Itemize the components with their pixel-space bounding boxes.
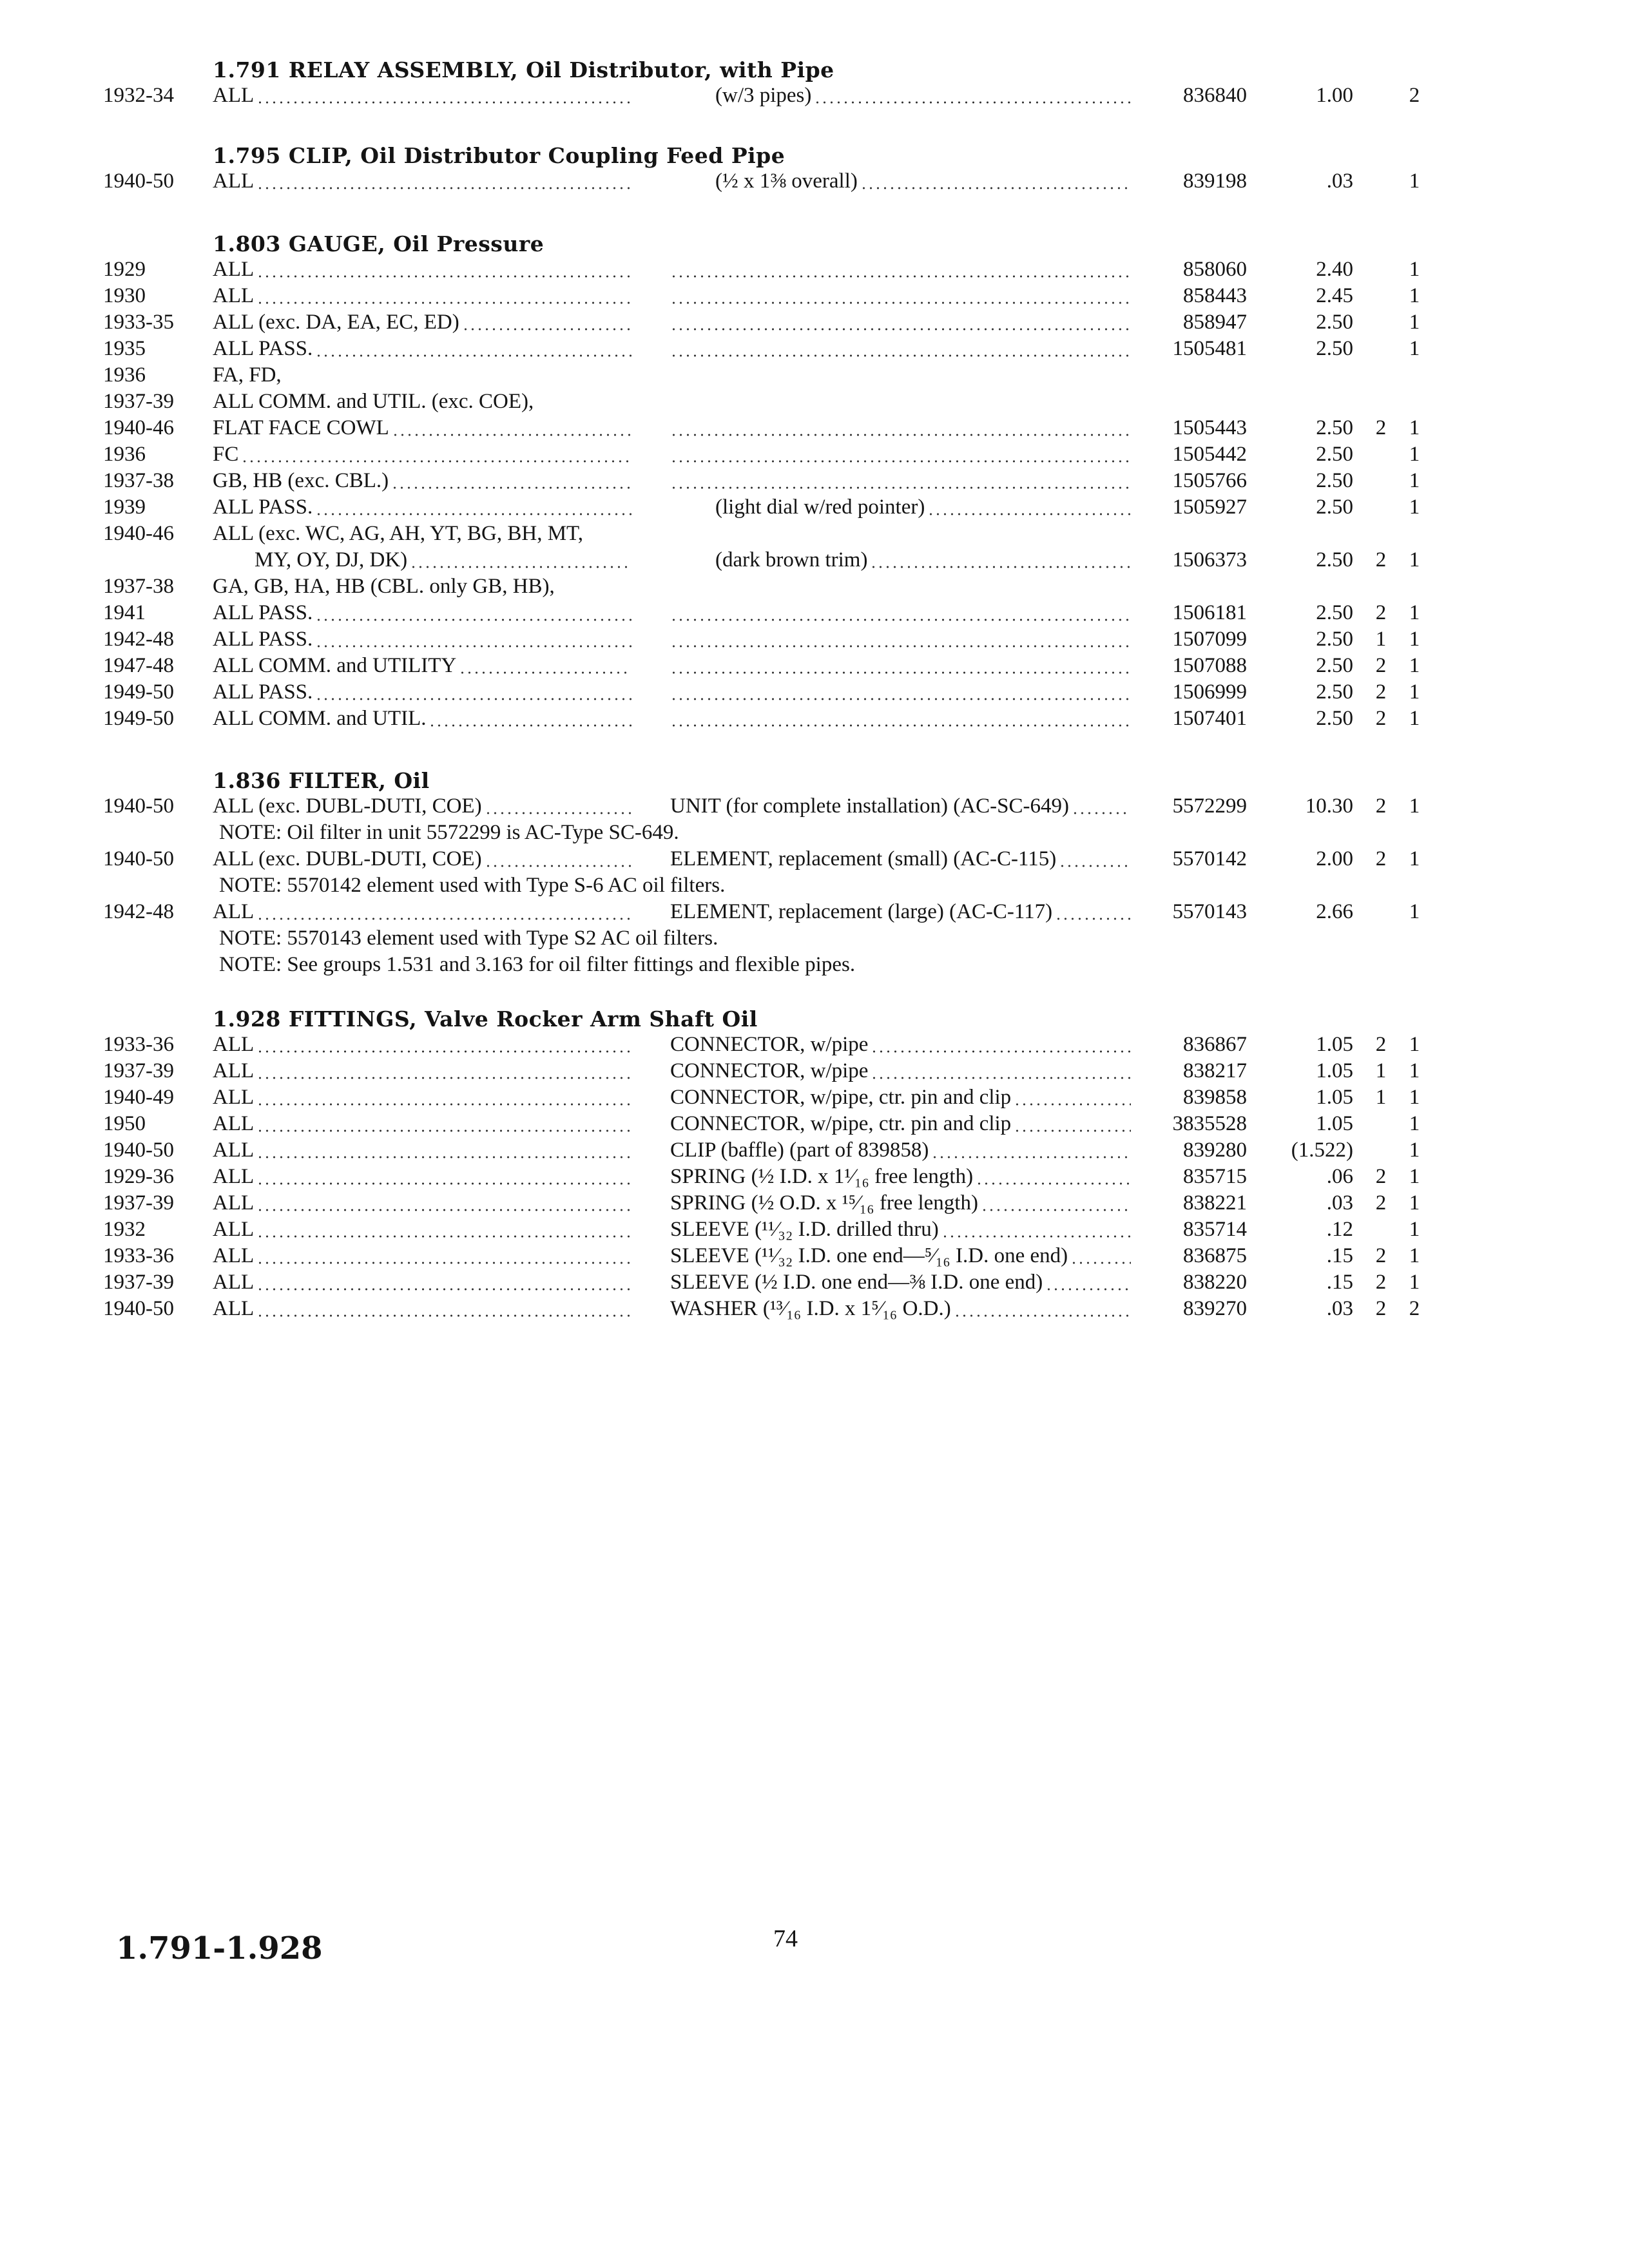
part-number: 836867 bbox=[1183, 1033, 1247, 1056]
list-price: 2.50 bbox=[1316, 311, 1353, 334]
list-price: 1.05 bbox=[1316, 1112, 1353, 1135]
list-price: 2.50 bbox=[1316, 654, 1353, 677]
model-applicability: FLAT FACE COWL bbox=[213, 416, 389, 439]
part-description: CONNECTOR, w/pipe bbox=[670, 1059, 869, 1082]
year-range: 1940-50 bbox=[103, 1297, 174, 1320]
year-range: 1940-50 bbox=[103, 1139, 174, 1162]
year-range: 1937-39 bbox=[103, 390, 174, 413]
year-range: 1932-34 bbox=[103, 84, 174, 107]
part-description: SLEEVE (½ I.D. one end—⅜ I.D. one end) bbox=[670, 1271, 1043, 1294]
description-leader-dots bbox=[670, 460, 1131, 463]
part-number: 1506373 bbox=[1172, 548, 1247, 572]
description-leader-dots bbox=[860, 187, 1131, 189]
model-leader-dots bbox=[256, 1182, 631, 1185]
description-leader-dots bbox=[670, 724, 1131, 727]
list-price: (1.522) bbox=[1291, 1139, 1353, 1162]
model-leader-dots bbox=[429, 724, 631, 727]
model-applicability: ALL (exc. WC, AG, AH, YT, BG, BH, MT, bbox=[213, 522, 584, 545]
year-range: 1936 bbox=[103, 363, 146, 387]
year-range: 1949-50 bbox=[103, 680, 174, 704]
description-leader-dots bbox=[954, 1314, 1131, 1317]
quantity-per-car: 1 bbox=[1409, 1244, 1420, 1267]
year-range: 1933-35 bbox=[103, 311, 174, 334]
list-price: .03 bbox=[1326, 1191, 1353, 1215]
section-header: 1.836 FILTER, Oil bbox=[213, 768, 430, 793]
description-leader-dots bbox=[670, 698, 1131, 700]
description-leader-dots bbox=[670, 486, 1131, 489]
list-price: 2.50 bbox=[1316, 680, 1353, 704]
year-range: 1940-50 bbox=[103, 847, 174, 870]
part-number: 838221 bbox=[1183, 1191, 1247, 1215]
model-leader-dots bbox=[462, 328, 631, 331]
model-leader-dots bbox=[315, 645, 631, 648]
model-leader-dots bbox=[392, 434, 631, 436]
year-range: 1936 bbox=[103, 443, 146, 466]
model-applicability: ALL COMM. and UTIL. (exc. COE), bbox=[213, 390, 534, 413]
model-applicability: ALL bbox=[213, 1297, 255, 1320]
model-leader-dots bbox=[315, 619, 631, 621]
quantity-code: 2 bbox=[1375, 707, 1387, 730]
model-applicability: ALL bbox=[213, 1112, 255, 1135]
model-applicability: ALL (exc. DUBL-DUTI, COE) bbox=[213, 794, 482, 818]
page-number: 74 bbox=[773, 1925, 798, 1952]
part-number: 839198 bbox=[1183, 169, 1247, 193]
year-range: 1937-39 bbox=[103, 1271, 174, 1294]
model-leader-dots bbox=[256, 1314, 631, 1317]
part-number: 858060 bbox=[1183, 258, 1247, 281]
note-text: NOTE: 5570143 element used with Type S2 AC oil filters. bbox=[219, 927, 718, 950]
year-range: 1947-48 bbox=[103, 654, 174, 677]
model-applicability: ALL bbox=[213, 1271, 255, 1294]
part-description: CLIP (baffle) (part of 839858) bbox=[670, 1139, 929, 1162]
year-range: 1937-38 bbox=[103, 575, 174, 598]
part-number: 839858 bbox=[1183, 1086, 1247, 1109]
part-number: 3835528 bbox=[1172, 1112, 1247, 1135]
description-leader-dots bbox=[871, 1050, 1131, 1053]
part-number: 838217 bbox=[1183, 1059, 1247, 1082]
quantity-code: 1 bbox=[1375, 628, 1387, 651]
model-leader-dots bbox=[485, 812, 631, 814]
model-leader-dots bbox=[256, 1235, 631, 1238]
quantity-per-car: 1 bbox=[1409, 900, 1420, 923]
year-range: 1929-36 bbox=[103, 1165, 174, 1188]
quantity-per-car: 1 bbox=[1409, 495, 1420, 519]
section-header: 1.791 RELAY ASSEMBLY, Oil Distributor, with Pipe bbox=[213, 57, 834, 82]
quantity-code: 2 bbox=[1375, 1191, 1387, 1215]
part-description: CONNECTOR, w/pipe bbox=[670, 1033, 869, 1056]
part-number: 835715 bbox=[1183, 1165, 1247, 1188]
model-leader-dots bbox=[256, 1129, 631, 1132]
year-range: 1937-39 bbox=[103, 1191, 174, 1215]
quantity-per-car: 1 bbox=[1409, 1218, 1420, 1241]
year-range: 1935 bbox=[103, 337, 146, 360]
part-description: (w/3 pipes) bbox=[715, 84, 812, 107]
model-applicability: ALL bbox=[213, 284, 255, 307]
list-price: 2.00 bbox=[1316, 847, 1353, 870]
section-header: 1.803 GAUGE, Oil Pressure bbox=[213, 231, 545, 256]
year-range: 1929 bbox=[103, 258, 146, 281]
part-description: SLEEVE (¹¹⁄₃₂ I.D. drilled thru) bbox=[670, 1218, 939, 1241]
part-number: 838220 bbox=[1183, 1271, 1247, 1294]
note-text: NOTE: Oil filter in unit 5572299 is AC-Type SC-649. bbox=[219, 821, 679, 844]
note-text: NOTE: See groups 1.531 and 3.163 for oil filter fittings and flexible pipes. bbox=[219, 953, 856, 976]
quantity-code: 1 bbox=[1375, 1086, 1387, 1109]
list-price: 2.50 bbox=[1316, 337, 1353, 360]
quantity-per-car: 1 bbox=[1409, 1271, 1420, 1294]
list-price: 2.66 bbox=[1316, 900, 1353, 923]
note-text: NOTE: 5570142 element used with Type S-6 AC oil filters. bbox=[219, 874, 726, 897]
section-header: 1.795 CLIP, Oil Distributor Coupling Feed Pipe bbox=[213, 143, 786, 168]
model-applicability: ALL PASS. bbox=[213, 680, 313, 704]
list-price: 2.50 bbox=[1316, 628, 1353, 651]
part-number: 835714 bbox=[1183, 1218, 1247, 1241]
quantity-code: 2 bbox=[1375, 1271, 1387, 1294]
part-description: (dark brown trim) bbox=[715, 548, 868, 572]
year-range: 1940-46 bbox=[103, 416, 174, 439]
quantity-code: 2 bbox=[1375, 847, 1387, 870]
model-applicability: ALL bbox=[213, 1086, 255, 1109]
model-leader-dots bbox=[256, 1156, 631, 1158]
model-applicability: ALL COMM. and UTILITY bbox=[213, 654, 457, 677]
list-price: .12 bbox=[1326, 1218, 1353, 1241]
description-leader-dots bbox=[871, 1077, 1131, 1079]
quantity-per-car: 2 bbox=[1409, 1297, 1420, 1320]
model-applicability: ALL bbox=[213, 84, 255, 107]
quantity-per-car: 1 bbox=[1409, 169, 1420, 193]
quantity-per-car: 1 bbox=[1409, 311, 1420, 334]
quantity-per-car: 2 bbox=[1409, 84, 1420, 107]
quantity-per-car: 1 bbox=[1409, 707, 1420, 730]
model-applicability: FA, FD, bbox=[213, 363, 282, 387]
year-range: 1939 bbox=[103, 495, 146, 519]
part-description: ELEMENT, replacement (small) (AC-C-115) bbox=[670, 847, 1057, 870]
part-description: ELEMENT, replacement (large) (AC-C-117) bbox=[670, 900, 1053, 923]
model-applicability: ALL PASS. bbox=[213, 628, 313, 651]
part-number: 1507099 bbox=[1172, 628, 1247, 651]
part-description: SPRING (½ I.D. x 1¹⁄₁₆ free length) bbox=[670, 1165, 974, 1188]
model-applicability: MY, OY, DJ, DK) bbox=[255, 548, 408, 572]
quantity-code: 2 bbox=[1375, 1244, 1387, 1267]
year-range: 1949-50 bbox=[103, 707, 174, 730]
part-description: (light dial w/red pointer) bbox=[715, 495, 925, 519]
list-price: .03 bbox=[1326, 1297, 1353, 1320]
list-price: .15 bbox=[1326, 1244, 1353, 1267]
model-leader-dots bbox=[256, 101, 631, 104]
year-range: 1937-38 bbox=[103, 469, 174, 492]
model-leader-dots bbox=[256, 1077, 631, 1079]
list-price: .06 bbox=[1326, 1165, 1353, 1188]
model-leader-dots bbox=[256, 187, 631, 189]
model-leader-dots bbox=[256, 1050, 631, 1053]
model-leader-dots bbox=[459, 671, 631, 674]
model-applicability: FC bbox=[213, 443, 239, 466]
part-number: 5570143 bbox=[1172, 900, 1247, 923]
year-range: 1940-46 bbox=[103, 522, 174, 545]
list-price: .03 bbox=[1326, 169, 1353, 193]
description-leader-dots bbox=[941, 1235, 1131, 1238]
quantity-per-car: 1 bbox=[1409, 548, 1420, 572]
list-price: 2.50 bbox=[1316, 443, 1353, 466]
model-applicability: ALL PASS. bbox=[213, 337, 313, 360]
quantity-code: 2 bbox=[1375, 1297, 1387, 1320]
quantity-code: 2 bbox=[1375, 1165, 1387, 1188]
year-range: 1940-50 bbox=[103, 794, 174, 818]
model-leader-dots bbox=[315, 354, 631, 357]
part-description: SLEEVE (¹¹⁄₃₂ I.D. one end—⁵⁄₁₆ I.D. one end) bbox=[670, 1244, 1068, 1267]
part-number: 858947 bbox=[1183, 311, 1247, 334]
model-applicability: ALL bbox=[213, 900, 255, 923]
part-description: SPRING (½ O.D. x ¹⁵⁄₁₆ free length) bbox=[670, 1191, 978, 1215]
model-applicability: ALL bbox=[213, 1033, 255, 1056]
quantity-per-car: 1 bbox=[1409, 1033, 1420, 1056]
part-number: 1505766 bbox=[1172, 469, 1247, 492]
model-leader-dots bbox=[315, 513, 631, 515]
description-leader-dots bbox=[670, 275, 1131, 278]
list-price: 2.50 bbox=[1316, 416, 1353, 439]
part-number: 1505481 bbox=[1172, 337, 1247, 360]
part-description: (½ x 1⅜ overall) bbox=[715, 169, 858, 193]
quantity-code: 2 bbox=[1375, 654, 1387, 677]
list-price: 10.30 bbox=[1305, 794, 1353, 818]
description-leader-dots bbox=[670, 354, 1131, 357]
description-leader-dots bbox=[814, 101, 1131, 104]
list-price: 1.05 bbox=[1316, 1086, 1353, 1109]
year-range: 1930 bbox=[103, 284, 146, 307]
quantity-per-car: 1 bbox=[1409, 1139, 1420, 1162]
model-leader-dots bbox=[241, 460, 631, 463]
quantity-per-car: 1 bbox=[1409, 1112, 1420, 1135]
description-leader-dots bbox=[670, 645, 1131, 648]
year-range: 1932 bbox=[103, 1218, 146, 1241]
part-description: CONNECTOR, w/pipe, ctr. pin and clip bbox=[670, 1086, 1012, 1109]
model-applicability: GA, GB, HA, HB (CBL. only GB, HB), bbox=[213, 575, 555, 598]
part-number: 839280 bbox=[1183, 1139, 1247, 1162]
part-number: 836840 bbox=[1183, 84, 1247, 107]
model-applicability: ALL bbox=[213, 169, 255, 193]
quantity-code: 2 bbox=[1375, 680, 1387, 704]
quantity-code: 2 bbox=[1375, 601, 1387, 624]
list-price: 2.50 bbox=[1316, 469, 1353, 492]
model-applicability: ALL (exc. DA, EA, EC, ED) bbox=[213, 311, 459, 334]
model-leader-dots bbox=[256, 1103, 631, 1106]
model-applicability: ALL bbox=[213, 1218, 255, 1241]
quantity-per-car: 1 bbox=[1409, 1191, 1420, 1215]
quantity-per-car: 1 bbox=[1409, 794, 1420, 818]
quantity-per-car: 1 bbox=[1409, 1086, 1420, 1109]
model-leader-dots bbox=[256, 918, 631, 920]
quantity-per-car: 1 bbox=[1409, 469, 1420, 492]
model-applicability: ALL (exc. DUBL-DUTI, COE) bbox=[213, 847, 482, 870]
model-applicability: ALL PASS. bbox=[213, 601, 313, 624]
model-leader-dots bbox=[485, 865, 631, 867]
part-number: 1506181 bbox=[1172, 601, 1247, 624]
model-applicability: ALL bbox=[213, 1244, 255, 1267]
description-leader-dots bbox=[670, 302, 1131, 304]
quantity-per-car: 1 bbox=[1409, 443, 1420, 466]
part-number: 1505927 bbox=[1172, 495, 1247, 519]
quantity-code: 2 bbox=[1375, 548, 1387, 572]
part-number: 5570142 bbox=[1172, 847, 1247, 870]
model-leader-dots bbox=[256, 302, 631, 304]
model-leader-dots bbox=[256, 275, 631, 278]
list-price: 2.40 bbox=[1316, 258, 1353, 281]
part-description: CONNECTOR, w/pipe, ctr. pin and clip bbox=[670, 1112, 1012, 1135]
part-number: 1507088 bbox=[1172, 654, 1247, 677]
list-price: 2.45 bbox=[1316, 284, 1353, 307]
description-leader-dots bbox=[670, 671, 1131, 674]
quantity-per-car: 1 bbox=[1409, 654, 1420, 677]
list-price: 2.50 bbox=[1316, 548, 1353, 572]
description-leader-dots bbox=[670, 619, 1131, 621]
year-range: 1933-36 bbox=[103, 1244, 174, 1267]
year-range: 1942-48 bbox=[103, 900, 174, 923]
quantity-per-car: 1 bbox=[1409, 601, 1420, 624]
quantity-per-car: 1 bbox=[1409, 847, 1420, 870]
part-number: 836875 bbox=[1183, 1244, 1247, 1267]
model-applicability: ALL bbox=[213, 1139, 255, 1162]
model-leader-dots bbox=[256, 1209, 631, 1211]
list-price: 1.05 bbox=[1316, 1033, 1353, 1056]
model-leader-dots bbox=[256, 1262, 631, 1264]
part-number: 839270 bbox=[1183, 1297, 1247, 1320]
year-range: 1941 bbox=[103, 601, 146, 624]
model-applicability: ALL PASS. bbox=[213, 495, 313, 519]
quantity-code: 1 bbox=[1375, 1059, 1387, 1082]
quantity-code: 2 bbox=[1375, 416, 1387, 439]
part-number: 1505442 bbox=[1172, 443, 1247, 466]
part-description: WASHER (¹³⁄₁₆ I.D. x 1⁵⁄₁₆ O.D.) bbox=[670, 1297, 951, 1320]
part-number: 858443 bbox=[1183, 284, 1247, 307]
quantity-per-car: 1 bbox=[1409, 1059, 1420, 1082]
description-leader-dots bbox=[931, 1156, 1131, 1158]
year-range: 1937-39 bbox=[103, 1059, 174, 1082]
year-range: 1942-48 bbox=[103, 628, 174, 651]
model-leader-dots bbox=[315, 698, 631, 700]
model-applicability: ALL COMM. and UTIL. bbox=[213, 707, 427, 730]
quantity-per-car: 1 bbox=[1409, 337, 1420, 360]
quantity-per-car: 1 bbox=[1409, 628, 1420, 651]
description-leader-dots bbox=[670, 434, 1131, 436]
year-range: 1950 bbox=[103, 1112, 146, 1135]
list-price: 1.05 bbox=[1316, 1059, 1353, 1082]
model-applicability: GB, HB (exc. CBL.) bbox=[213, 469, 389, 492]
part-description: UNIT (for complete installation) (AC-SC-649) bbox=[670, 794, 1069, 818]
model-applicability: ALL bbox=[213, 1059, 255, 1082]
quantity-per-car: 1 bbox=[1409, 1165, 1420, 1188]
quantity-code: 2 bbox=[1375, 1033, 1387, 1056]
year-range: 1940-50 bbox=[103, 169, 174, 193]
quantity-per-car: 1 bbox=[1409, 416, 1420, 439]
description-leader-dots bbox=[870, 566, 1131, 568]
model-applicability: ALL bbox=[213, 258, 255, 281]
quantity-per-car: 1 bbox=[1409, 284, 1420, 307]
part-number: 1506999 bbox=[1172, 680, 1247, 704]
model-leader-dots bbox=[391, 486, 631, 489]
part-number: 5572299 bbox=[1172, 794, 1247, 818]
list-price: 2.50 bbox=[1316, 495, 1353, 519]
model-applicability: ALL bbox=[213, 1165, 255, 1188]
description-leader-dots bbox=[927, 513, 1131, 515]
quantity-per-car: 1 bbox=[1409, 680, 1420, 704]
quantity-code: 2 bbox=[1375, 794, 1387, 818]
quantity-per-car: 1 bbox=[1409, 258, 1420, 281]
model-applicability: ALL bbox=[213, 1191, 255, 1215]
list-price: 1.00 bbox=[1316, 84, 1353, 107]
part-number: 1505443 bbox=[1172, 416, 1247, 439]
list-price: 2.50 bbox=[1316, 601, 1353, 624]
year-range: 1940-49 bbox=[103, 1086, 174, 1109]
list-price: .15 bbox=[1326, 1271, 1353, 1294]
description-leader-dots bbox=[670, 328, 1131, 331]
section-header: 1.928 FITTINGS, Valve Rocker Arm Shaft Oil bbox=[213, 1006, 758, 1032]
model-leader-dots bbox=[256, 1288, 631, 1291]
part-number: 1507401 bbox=[1172, 707, 1247, 730]
year-range: 1933-36 bbox=[103, 1033, 174, 1056]
model-leader-dots bbox=[410, 566, 631, 568]
list-price: 2.50 bbox=[1316, 707, 1353, 730]
group-range-footer: 1.791-1.928 bbox=[116, 1930, 323, 1966]
